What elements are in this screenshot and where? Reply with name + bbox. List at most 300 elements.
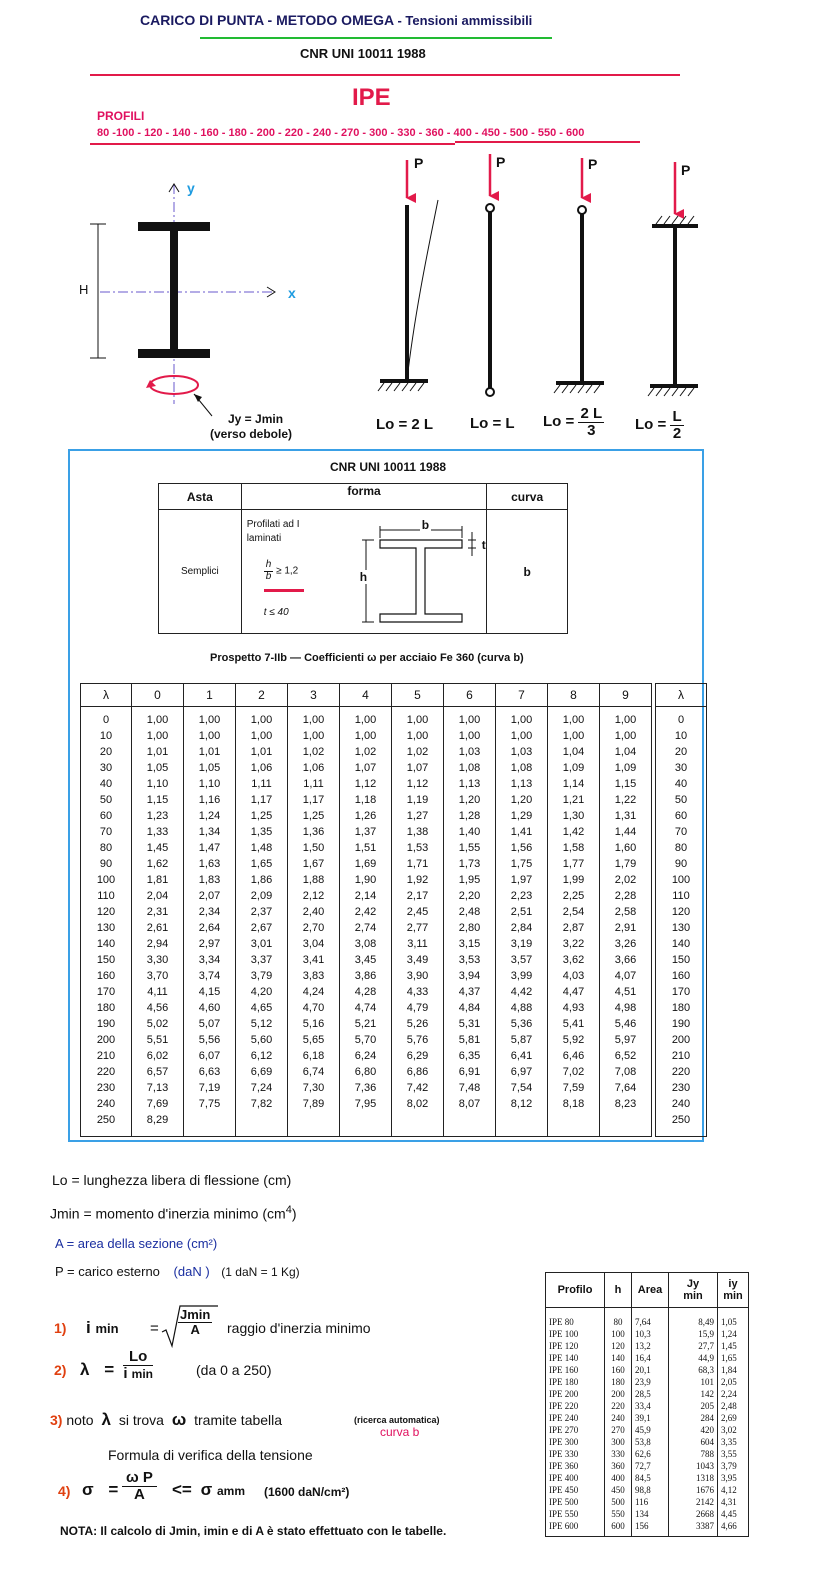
omega-cell: 4,79 [392, 1000, 444, 1016]
omega-header-col-9: 9 [600, 684, 652, 707]
formula-1-desc: raggio d'inerzia minimo [227, 1320, 371, 1336]
ratio-underline [264, 589, 304, 592]
sigma-fraction [122, 1470, 157, 1503]
omega-cell: 1,10 [184, 776, 236, 792]
lambda-cell-right: 50 [656, 792, 707, 808]
omega-cell: 1,00 [600, 707, 652, 729]
profile-name-cell: IPE 220 [546, 1400, 605, 1412]
omega-cell: 1,25 [236, 808, 288, 824]
omega-cell: 7,82 [236, 1096, 288, 1112]
omega-cell: 2,17 [392, 888, 444, 904]
table-row [81, 1032, 707, 1048]
sqrt-den: A [190, 1321, 200, 1337]
formula-3-lambda: λ [101, 1410, 111, 1429]
section-title: IPE [352, 84, 391, 111]
omega-cell: 5,12 [236, 1016, 288, 1032]
load-label-1: P [414, 155, 424, 171]
profile-name-cell: IPE 400 [546, 1472, 605, 1484]
table-row [546, 1472, 749, 1484]
omega-cell: 5,41 [548, 1016, 600, 1032]
legend-jmin [50, 1204, 296, 1222]
sigma-symbol: σ [82, 1480, 94, 1499]
lambda-symbol: λ [80, 1360, 90, 1379]
omega-cell: 1,00 [340, 707, 392, 729]
formula-4-leq: <= [172, 1480, 192, 1499]
lambda-cell-right: 20 [656, 744, 707, 760]
ratio-den: b [265, 570, 272, 582]
omega-cell: 1,00 [496, 728, 548, 744]
omega-cell: 8,18 [548, 1096, 600, 1112]
omega-cell: 3,99 [496, 968, 548, 984]
header-jy-sub: min [683, 1290, 703, 1302]
omega-cell: 3,19 [496, 936, 548, 952]
omega-cell: 7,24 [236, 1080, 288, 1096]
jy-line1: Jy = Jmin [228, 412, 284, 426]
lambda-cell: 140 [81, 936, 132, 952]
profile-jy-cell: 1318 [669, 1472, 718, 1484]
profile-name-cell: IPE 160 [546, 1364, 605, 1376]
lo3-prefix: Lo = [543, 413, 575, 431]
omega-cell: 1,95 [444, 872, 496, 888]
lo3-den: 3 [587, 421, 596, 439]
omega-cell: 6,24 [340, 1048, 392, 1064]
profile-jy-cell: 2142 [669, 1496, 718, 1508]
omega-body [81, 707, 707, 1137]
ratio-condition [264, 560, 299, 582]
lambda-cell-right: 220 [656, 1064, 707, 1080]
omega-cell: 1,00 [184, 728, 236, 744]
omega-cell: 7,13 [132, 1080, 184, 1096]
formula-4-rhs [172, 1480, 245, 1500]
omega-cell [184, 1112, 236, 1137]
profile-jy-cell: 68,3 [669, 1364, 718, 1376]
omega-cell: 1,00 [288, 728, 340, 744]
load-label-4: P [681, 162, 691, 178]
legend-jmin-close: ) [291, 1205, 297, 1222]
header-h: h [605, 1273, 632, 1308]
profile-header-row [546, 1273, 749, 1308]
omega-cell: 5,81 [444, 1032, 496, 1048]
column-schemes [360, 150, 740, 400]
formula-3 [50, 1410, 282, 1430]
lambda-cell: 170 [81, 984, 132, 1000]
profile-h-cell: 140 [605, 1352, 632, 1364]
omega-cell: 3,01 [236, 936, 288, 952]
table-row [546, 1496, 749, 1508]
profile-h-cell: 240 [605, 1412, 632, 1424]
omega-cell: 3,86 [340, 968, 392, 984]
omega-cell: 1,92 [392, 872, 444, 888]
lambda-cell: 50 [81, 792, 132, 808]
table-row [81, 936, 707, 952]
table-row [546, 1376, 749, 1388]
omega-cell: 1,07 [392, 760, 444, 776]
lambda-den-i: i [123, 1364, 128, 1382]
table-row [546, 1388, 749, 1400]
table-row [81, 1000, 707, 1016]
table-row [81, 856, 707, 872]
omega-cell: 1,06 [288, 760, 340, 776]
omega-cell: 1,50 [288, 840, 340, 856]
profile-iy-cell: 3,02 [718, 1424, 749, 1436]
lo-pinned: Lo = L [470, 415, 515, 432]
omega-cell: 1,14 [548, 776, 600, 792]
omega-cell: 3,90 [392, 968, 444, 984]
omega-cell: 1,09 [600, 760, 652, 776]
omega-cell: 1,99 [548, 872, 600, 888]
formula-4-lhs [82, 1480, 118, 1500]
table-row [81, 824, 707, 840]
lambda-cell: 150 [81, 952, 132, 968]
omega-cell: 1,53 [392, 840, 444, 856]
formula-1-lhs [86, 1318, 119, 1338]
profile-iy-cell: 1,84 [718, 1364, 749, 1376]
omega-cell: 2,94 [132, 936, 184, 952]
legend-area: A = area della sezione (cm²) [55, 1236, 218, 1251]
omega-cell [392, 1112, 444, 1137]
omega-cell: 5,02 [132, 1016, 184, 1032]
lambda-cell-right: 150 [656, 952, 707, 968]
table-row [546, 1328, 749, 1340]
lambda-cell: 160 [81, 968, 132, 984]
table-row [81, 792, 707, 808]
t-condition: t ≤ 40 [263, 607, 289, 618]
profile-name-cell: IPE 330 [546, 1448, 605, 1460]
jy-annotation [210, 412, 293, 442]
omega-cell: 4,33 [392, 984, 444, 1000]
omega-cell: 3,83 [288, 968, 340, 984]
legend-p [55, 1264, 300, 1279]
omega-cell: 5,51 [132, 1032, 184, 1048]
omega-cell: 2,58 [600, 904, 652, 920]
table-row [81, 728, 707, 744]
lambda-cell: 90 [81, 856, 132, 872]
omega-cell: 2,25 [548, 888, 600, 904]
omega-cell: 1,00 [184, 707, 236, 729]
lambda-cell-right: 30 [656, 760, 707, 776]
norm-reference: CNR UNI 10011 1988 [300, 46, 426, 61]
omega-cell [340, 1112, 392, 1137]
omega-cell: 3,79 [236, 968, 288, 984]
formula-2-eq: = [104, 1360, 115, 1379]
omega-cell: 1,15 [600, 776, 652, 792]
profile-iy-cell: 1,65 [718, 1352, 749, 1364]
omega-cell: 1,67 [288, 856, 340, 872]
omega-cell: 1,24 [184, 808, 236, 824]
table-row [546, 1520, 749, 1537]
profile-area-cell: 53,8 [632, 1436, 669, 1448]
jy-line2: (verso debole) [210, 427, 293, 441]
profile-area-cell: 84,5 [632, 1472, 669, 1484]
profile-iy-cell: 4,66 [718, 1520, 749, 1537]
table-row [546, 1364, 749, 1376]
omega-cell: 1,12 [340, 776, 392, 792]
omega-cell: 1,00 [132, 728, 184, 744]
forma-cell [241, 510, 487, 634]
omega-cell: 7,89 [288, 1096, 340, 1112]
omega-cell: 1,01 [132, 744, 184, 760]
lambda-cell: 100 [81, 872, 132, 888]
profile-name-cell: IPE 600 [546, 1520, 605, 1537]
table-row [81, 888, 707, 904]
lambda-cell-right: 250 [656, 1112, 707, 1137]
lo-pinned-fixed [543, 406, 604, 439]
omega-cell: 1,00 [444, 728, 496, 744]
divider-red-left [90, 143, 455, 145]
profile-h-cell: 180 [605, 1376, 632, 1388]
lambda-cell-right: 90 [656, 856, 707, 872]
omega-cell: 2,51 [496, 904, 548, 920]
profile-name-cell: IPE 180 [546, 1376, 605, 1388]
omega-cell: 1,30 [548, 808, 600, 824]
table-row [81, 1048, 707, 1064]
axis-y-label: y [187, 180, 195, 196]
lambda-cell: 220 [81, 1064, 132, 1080]
omega-cell: 6,41 [496, 1048, 548, 1064]
omega-cell: 3,53 [444, 952, 496, 968]
profili-list-a: 80 -100 - 120 - 140 - 160 - 180 - 200 - 220 - 240 - 270 - 300 - 330 [97, 127, 416, 139]
omega-cell: 4,51 [600, 984, 652, 1000]
omega-header-col-6: 6 [444, 684, 496, 707]
sigma-num: ω P [122, 1470, 157, 1487]
omega-cell: 7,75 [184, 1096, 236, 1112]
axis-x-label: x [288, 285, 296, 301]
table-row [546, 1340, 749, 1352]
omega-cell: 4,07 [600, 968, 652, 984]
profile-h-cell: 160 [605, 1364, 632, 1376]
lambda-cell: 20 [81, 744, 132, 760]
lambda-cell-right: 10 [656, 728, 707, 744]
omega-cell: 7,30 [288, 1080, 340, 1096]
lambda-num: Lo [123, 1349, 153, 1366]
omega-cell: 1,40 [444, 824, 496, 840]
formula-4-eq: = [108, 1480, 119, 1499]
profile-jy-cell: 27,7 [669, 1340, 718, 1352]
omega-cell: 2,97 [184, 936, 236, 952]
omega-cell: 1,42 [548, 824, 600, 840]
table-row [81, 760, 707, 776]
formula-3-number: 3) [50, 1412, 63, 1428]
omega-cell: 1,38 [392, 824, 444, 840]
profile-area-cell: 45,9 [632, 1424, 669, 1436]
divider-red-top [90, 74, 680, 76]
omega-cell: 1,17 [288, 792, 340, 808]
omega-cell: 8,07 [444, 1096, 496, 1112]
lambda-cell: 60 [81, 808, 132, 824]
omega-cell: 1,00 [132, 707, 184, 729]
table-row [81, 707, 707, 729]
omega-cell: 6,69 [236, 1064, 288, 1080]
omega-cell: 1,16 [184, 792, 236, 808]
omega-cell: 4,88 [496, 1000, 548, 1016]
profile-jy-cell: 8,49 [669, 1308, 718, 1329]
table-row [81, 968, 707, 984]
divider-red-right [455, 141, 640, 143]
profile-h-cell: 220 [605, 1400, 632, 1412]
formula-3-curva: curva b [380, 1425, 420, 1439]
lambda-cell-right: 110 [656, 888, 707, 904]
header-iy-sub: min [723, 1290, 743, 1302]
profili-list [97, 127, 584, 139]
omega-cell: 1,97 [496, 872, 548, 888]
omega-cell: 1,34 [184, 824, 236, 840]
omega-cell: 8,02 [392, 1096, 444, 1112]
formula-3-omega: ω [171, 1410, 187, 1429]
formula-2-fraction [123, 1349, 153, 1382]
omega-cell: 2,02 [600, 872, 652, 888]
omega-cell: 1,88 [288, 872, 340, 888]
omega-cell: 1,03 [444, 744, 496, 760]
omega-header-col-8: 8 [548, 684, 600, 707]
omega-cell: 1,58 [548, 840, 600, 856]
omega-cell: 3,30 [132, 952, 184, 968]
lambda-cell-right: 100 [656, 872, 707, 888]
profile-area-cell: 134 [632, 1508, 669, 1520]
profile-jy-cell: 1043 [669, 1460, 718, 1472]
lambda-cell: 70 [81, 824, 132, 840]
omega-cell: 1,04 [548, 744, 600, 760]
omega-cell: 6,57 [132, 1064, 184, 1080]
calc-note: NOTA: Il calcolo di Jmin, imin e di A è stato effettuato con le tabelle. [60, 1524, 447, 1538]
page-title [140, 12, 532, 28]
load-label-3: P [588, 156, 598, 172]
header-area: Area [632, 1273, 669, 1308]
formula-2-range: (da 0 a 250) [196, 1362, 272, 1378]
legend-p-text: P = carico esterno [55, 1264, 160, 1279]
lambda-cell: 30 [81, 760, 132, 776]
ratio-fraction [264, 560, 274, 582]
omega-cell: 4,56 [132, 1000, 184, 1016]
divider-green [200, 37, 552, 39]
omega-header-lambda-right: λ [656, 684, 707, 707]
legend-jmin-text: Jmin = momento d'inerzia minimo (cm [50, 1205, 286, 1222]
table-row [81, 1096, 707, 1112]
legend-p-note: (1 daN = 1 Kg) [221, 1265, 300, 1279]
omega-cell: 2,09 [236, 888, 288, 904]
omega-cell: 7,64 [600, 1080, 652, 1096]
omega-cell: 1,01 [236, 744, 288, 760]
omega-cell: 1,13 [444, 776, 496, 792]
omega-cell: 7,48 [444, 1080, 496, 1096]
omega-cell: 1,00 [340, 728, 392, 744]
omega-cell: 1,13 [496, 776, 548, 792]
omega-cell: 1,31 [600, 808, 652, 824]
lambda-cell-right: 140 [656, 936, 707, 952]
profile-body [546, 1308, 749, 1537]
omega-cell: 1,17 [236, 792, 288, 808]
omega-cell: 2,31 [132, 904, 184, 920]
omega-cell: 1,71 [392, 856, 444, 872]
table-row [81, 872, 707, 888]
profile-h-cell: 80 [605, 1308, 632, 1329]
table-row [546, 1412, 749, 1424]
title-main: CARICO DI PUNTA - METODO OMEGA [140, 12, 394, 28]
load-label-2: P [496, 154, 506, 170]
omega-cell: 5,60 [236, 1032, 288, 1048]
omega-cell: 4,37 [444, 984, 496, 1000]
profile-jy-cell: 205 [669, 1400, 718, 1412]
omega-cell: 3,08 [340, 936, 392, 952]
omega-cell: 3,45 [340, 952, 392, 968]
omega-cell: 1,10 [132, 776, 184, 792]
asta-value: Semplici [159, 510, 242, 634]
omega-cell: 1,08 [496, 760, 548, 776]
omega-header-col-5: 5 [392, 684, 444, 707]
table-row [546, 1400, 749, 1412]
omega-cell: 7,69 [132, 1096, 184, 1112]
omega-header-col-2: 2 [236, 684, 288, 707]
omega-cell: 3,74 [184, 968, 236, 984]
table-row [546, 1460, 749, 1472]
lambda-den-min: min [131, 1366, 153, 1381]
omega-cell: 1,02 [288, 744, 340, 760]
forma-line2: laminati [246, 533, 282, 544]
omega-cell: 3,94 [444, 968, 496, 984]
omega-cell: 2,54 [548, 904, 600, 920]
profile-iy-cell: 4,12 [718, 1484, 749, 1496]
omega-cell: 1,00 [444, 707, 496, 729]
omega-cell: 1,12 [392, 776, 444, 792]
omega-cell: 4,98 [600, 1000, 652, 1016]
profile-jy-cell: 420 [669, 1424, 718, 1436]
profile-name-cell: IPE 500 [546, 1496, 605, 1508]
forma-desc [247, 518, 300, 546]
omega-cell: 3,66 [600, 952, 652, 968]
ratio-value: ≥ 1,2 [276, 565, 299, 577]
omega-cell: 1,48 [236, 840, 288, 856]
omega-cell: 6,18 [288, 1048, 340, 1064]
omega-cell: 7,02 [548, 1064, 600, 1080]
dim-b: b [421, 518, 430, 532]
omega-cell: 5,16 [288, 1016, 340, 1032]
table-row [81, 1080, 707, 1096]
omega-cell: 6,02 [132, 1048, 184, 1064]
omega-cell: 1,44 [600, 824, 652, 840]
dim-h: h [359, 570, 368, 584]
sigma-amm-sub: amm [216, 1484, 245, 1498]
omega-cell: 4,93 [548, 1000, 600, 1016]
curve-selection-table [158, 483, 568, 634]
header-iy [718, 1273, 749, 1308]
omega-cell: 1,28 [444, 808, 496, 824]
lambda-cell: 0 [81, 707, 132, 729]
sqrt-num: Jmin [180, 1307, 211, 1322]
omega-cell: 4,42 [496, 984, 548, 1000]
omega-cell: 1,18 [340, 792, 392, 808]
omega-cell: 1,69 [340, 856, 392, 872]
omega-cell: 1,11 [236, 776, 288, 792]
profile-area-cell: 13,2 [632, 1340, 669, 1352]
dim-t: t [481, 538, 486, 552]
lo-fixed-fixed [635, 409, 684, 442]
omega-cell: 6,80 [340, 1064, 392, 1080]
table-row [546, 1352, 749, 1364]
omega-cell: 2,74 [340, 920, 392, 936]
omega-cell: 1,21 [548, 792, 600, 808]
omega-cell: 3,11 [392, 936, 444, 952]
omega-cell: 2,91 [600, 920, 652, 936]
table-row [81, 808, 707, 824]
omega-cell: 1,63 [184, 856, 236, 872]
col-forma: forma [241, 484, 487, 510]
profile-name-cell: IPE 100 [546, 1328, 605, 1340]
omega-cell: 2,70 [288, 920, 340, 936]
frame-title: CNR UNI 10011 1988 [330, 460, 447, 474]
omega-cell: 4,65 [236, 1000, 288, 1016]
omega-cell: 3,37 [236, 952, 288, 968]
omega-cell: 2,14 [340, 888, 392, 904]
omega-cell [236, 1112, 288, 1137]
